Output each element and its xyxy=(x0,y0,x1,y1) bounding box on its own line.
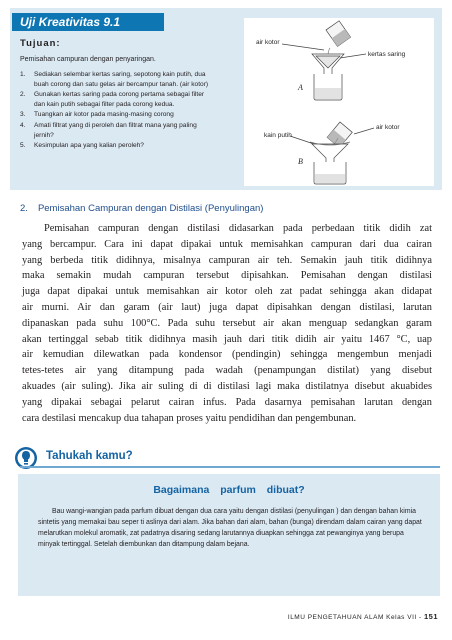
page-footer xyxy=(288,612,438,621)
step-number: 1. xyxy=(20,71,26,78)
tahukah-line: Bau wangi-wangian pada parfum dibuat dengan dua cara yaitu dengan distilasi (penyulingan ) dan dengan bahan kimia xyxy=(52,508,416,515)
section-body xyxy=(22,221,432,426)
step-line: dan kain putih sebagai filter pada corong kedua. xyxy=(34,100,175,108)
body-line: dipanaskan pada suhu 100°C. Pada suhu tersebut air akan menguap sedangkan garam xyxy=(22,317,432,329)
label-kertas-saring: kertas saring xyxy=(368,51,406,58)
label-air-kotor-b: air kotor xyxy=(376,124,400,131)
step-line: jernih? xyxy=(34,131,54,139)
label-setup-b: B xyxy=(298,157,303,166)
step-line: Sediakan selembar kertas saring, sepotong kain putih, dua xyxy=(34,71,206,78)
step-item xyxy=(20,121,250,140)
step-number: 2. xyxy=(20,91,26,99)
filtration-illustration xyxy=(244,18,434,186)
footer-text: ILMU PENGETAHUAN ALAM Kelas VII - xyxy=(287,614,422,621)
step-line: Gunakan kertas saring pada corong pertama sebagai filter xyxy=(34,91,205,99)
tahukah-title: Tahukah kamu? xyxy=(46,450,133,462)
step-number: 3. xyxy=(20,111,26,119)
tahukah-line: sintetis yang memakai bau seper ti aslinya dari alam. Jika bahan dari alam, bahan (bunga) direndam dalam cairan yang dapat xyxy=(38,519,422,526)
body-line: akuades (air suling). Jika air suling di di distilasi lagi maka distilatnya disebut akuabides xyxy=(22,380,432,392)
body-line: juga dapat dipakai untuk memisahkan air kotor oleh zat padat sehingga akan didapat xyxy=(22,286,432,298)
page-number: 151 xyxy=(423,612,438,621)
label-setup-a: A xyxy=(298,83,303,92)
body-line: cara destilasi mencakup dua tahapan proses yaitu pendidihan dan pengembunan. xyxy=(22,412,357,424)
step-line: buah corong dan satu gelas air bercampur tanah. (air kotor) xyxy=(34,80,209,88)
step-item xyxy=(20,70,250,89)
step-item xyxy=(20,90,250,109)
setup-b xyxy=(290,122,374,184)
activity-intro: Pemisahan campuran dengan penyaringan. xyxy=(20,56,156,63)
pouring-beaker-icon xyxy=(326,21,351,47)
body-line: akan tertinggal sebab titik didihnya masih jauh dari titik didih air yaitu 1467 °C, uap xyxy=(22,333,432,345)
body-line: Pemisahan campuran dengan distilasi didasarkan pada perbedaan titik didih zat xyxy=(44,223,432,234)
tahukah-box-title: Bagaimana parfum dibuat? xyxy=(153,484,305,496)
body-line: yang dipakai sebagai pelarut cairan infus. Pada dasarnya pemisahan larutan dengan xyxy=(22,396,432,408)
step-number: 4. xyxy=(20,121,26,129)
tahukah-divider xyxy=(20,466,440,468)
body-line: air kemudian dilewatkan pada kondensor (pendingin) sehingga mengembun menjadi xyxy=(22,349,432,361)
body-line: tetes-tetes air yang ditampung pada wadah (penampungan distilat) yang disebut xyxy=(22,365,432,377)
label-air-kotor-a: air kotor xyxy=(256,39,280,46)
body-line: air murni. Air dan garam (air laut) juga dapat dipisahkan dengan distilasi, larutan xyxy=(22,301,432,313)
step-line: Tuangkan air kotor pada masing-masing corong xyxy=(34,111,174,119)
body-line: yang berbeda titik didihnya, misalnya campuran air teh. Semakin jauh titik didihnya xyxy=(22,254,432,266)
tahukah-panel xyxy=(18,474,440,596)
section-title: Pemisahan Campuran dengan Distilasi (Penyulingan) xyxy=(37,203,264,214)
tahukah-line: minyak tertinggal. Setelah diembunkan dan ditampung dalam bejana. xyxy=(38,541,250,548)
tahukah-body xyxy=(38,506,422,550)
label-kain-putih: kain putih xyxy=(264,132,292,139)
step-number: 5. xyxy=(20,142,26,150)
tahukah-line: melarutkan molekul aromatik, zat padatnya disaring sedang larutannya diuapkan sehingga zat pewanginya yang berupa xyxy=(38,530,404,537)
filtration-figure xyxy=(244,18,434,186)
activity-steps xyxy=(20,70,250,152)
body-line: maka semakin mudah campuran tersebut dipisahkan. Pemisahan dengan distilasi xyxy=(22,270,432,282)
step-item xyxy=(20,110,250,120)
setup-a xyxy=(282,21,366,100)
step-item xyxy=(20,141,250,151)
activity-title: Uji Kreativitas 9.1 xyxy=(12,13,164,31)
section-heading xyxy=(20,203,263,214)
section-number: 2. xyxy=(20,203,28,214)
step-line: Amati filtrat yang di peroleh dan filtrat mana yang paling xyxy=(34,121,197,129)
tujuan-label: Tujuan: xyxy=(20,38,61,49)
body-line: yang bercampur. Cara ini dapat dipakai untuk memisahkan campuran dari dua cairan xyxy=(22,238,432,250)
step-line: Kesimpulan apa yang kalian peroleh? xyxy=(34,142,144,150)
